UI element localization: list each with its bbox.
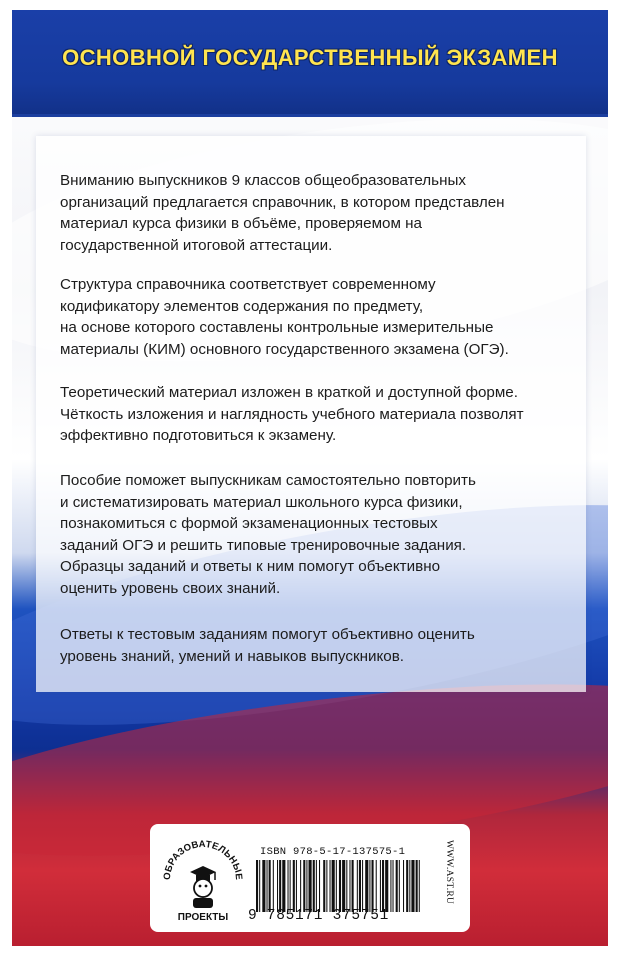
barcode-bar xyxy=(349,860,350,912)
barcode-bar xyxy=(309,860,312,912)
barcode-bar xyxy=(259,860,260,912)
barcode-bar xyxy=(277,860,278,912)
barcode-bar xyxy=(330,860,331,912)
barcode-panel xyxy=(152,826,468,930)
header-title: ОСНОВНОЙ ГОСУДАРСТВЕННЫЙ ЭКЗАМЕН xyxy=(62,45,558,70)
barcode-bar xyxy=(411,860,414,912)
barcode-bar xyxy=(416,860,418,912)
barcode-bar xyxy=(290,860,291,912)
barcode-bar xyxy=(306,860,307,912)
publisher-logo-top-text: ОБРАЗОВАТЕЛЬНЫЕ xyxy=(161,838,245,881)
barcode-bar xyxy=(380,860,381,912)
description-paragraph-4: Пособие поможет выпускникам самостоятельно повторить и систематизировать материал школьного курса физики, познакомиться с формой экзаменационных тестовых заданий ОГЭ и решить типовые тренировочные задания. Образцы заданий и ответы к ним помогут объективно оценить уровень своих знаний. xyxy=(60,472,476,597)
barcode-bar xyxy=(293,860,295,912)
barcode-bar xyxy=(382,860,384,912)
barcode-bar xyxy=(409,860,410,912)
barcode-bar xyxy=(288,860,289,912)
barcode-bar xyxy=(403,860,404,912)
description-paragraph-1: Вниманию выпускников 9 классов общеобразовательных организаций предлагается справочник, в котором представлен материал курса физики в объёме, проверяемом на государственной итоговой аттестации. xyxy=(60,172,505,254)
barcode-bar xyxy=(279,860,281,912)
description-panel xyxy=(36,136,586,692)
isbn-text: ISBN 978-5-17-137575-1 xyxy=(260,846,406,858)
description-paragraph-2: Структура справочника соответствует современному кодификатору элементов содержания по предмету, на основе которого составлены контрольные измерительные материалы (КИМ) основного государственного экзамена (ОГЭ). xyxy=(60,276,509,358)
description-paragraph-5: Ответы к тестовым заданиям помогут объективно оценить уровень знаний, умений и навыков выпускников. xyxy=(60,626,475,665)
barcode-bar xyxy=(332,860,335,912)
barcode-bar xyxy=(282,860,285,912)
barcode-bar xyxy=(399,860,400,912)
barcode-bar xyxy=(385,860,388,912)
barcode-bar xyxy=(396,860,398,912)
barcode-bar xyxy=(326,860,327,912)
barcode-bar xyxy=(323,860,325,912)
barcode-bar xyxy=(359,860,361,912)
barcode-bar xyxy=(267,860,268,912)
barcode-bar xyxy=(346,860,347,912)
barcode-bar xyxy=(336,860,337,912)
barcode-bar xyxy=(352,860,354,912)
barcode-bar xyxy=(316,860,317,912)
barcode-bar xyxy=(256,860,258,912)
barcode-digits: 9 785171 375751 xyxy=(248,908,390,924)
barcode-bar xyxy=(390,860,391,912)
header-band xyxy=(12,10,608,117)
barcode-bar xyxy=(362,860,363,912)
barcode-bar xyxy=(262,860,265,912)
graduate-icon xyxy=(190,866,216,908)
barcode-bar xyxy=(342,860,345,912)
publisher-logo-bottom-text: ПРОЕКТЫ xyxy=(177,912,229,923)
barcode-bar xyxy=(372,860,374,912)
barcode-bar xyxy=(339,860,341,912)
barcode-bar xyxy=(376,860,377,912)
barcode-bar xyxy=(369,860,370,912)
barcode-bar xyxy=(393,860,394,912)
barcode-bar xyxy=(406,860,408,912)
description-paragraph-3: Теоретический материал изложен в краткой и доступной форме. Чёткость изложения и наглядность учебного материала позволят эффективно подготовиться к экзамену. xyxy=(60,384,524,444)
barcode-bar xyxy=(319,860,320,912)
barcode-bar xyxy=(269,860,271,912)
barcode-bar xyxy=(313,860,315,912)
barcode-bar xyxy=(303,860,305,912)
publisher-logo xyxy=(160,832,246,924)
barcode-bar xyxy=(300,860,301,912)
website-text: WWW.AST.RU xyxy=(444,840,454,905)
book-back-cover xyxy=(12,10,608,946)
barcode-bar xyxy=(273,860,274,912)
barcode-bar xyxy=(296,860,297,912)
barcode-bar xyxy=(357,860,358,912)
barcode-bar xyxy=(419,860,420,912)
barcode-image xyxy=(256,860,420,912)
barcode-bar xyxy=(365,860,368,912)
